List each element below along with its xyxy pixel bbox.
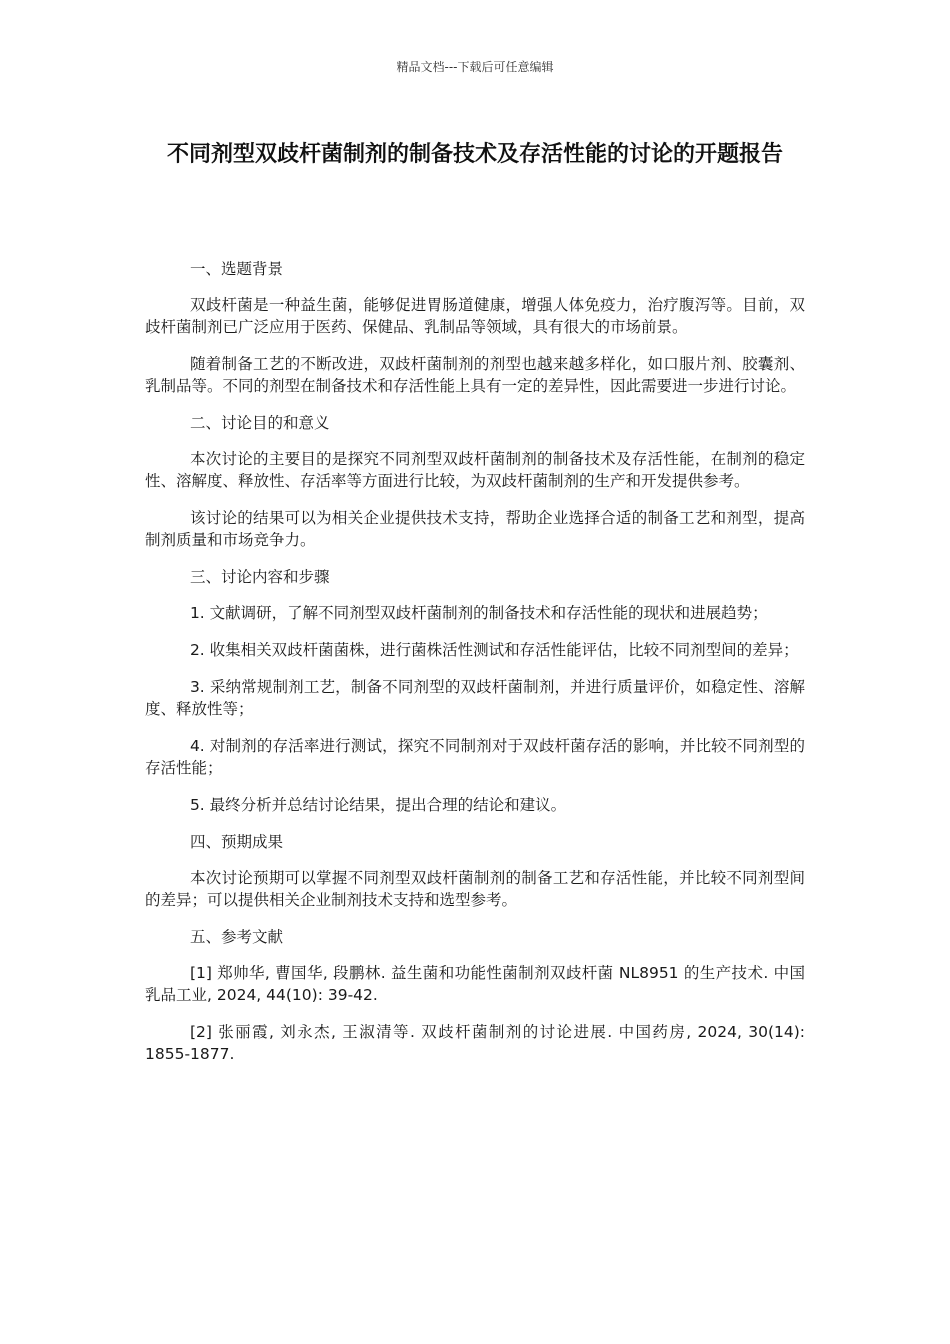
section-heading-content-steps: 三、讨论内容和步骤 [189,568,330,586]
list-item: 4. 对制剂的存活率进行测试，探究不同制剂对于双歧杆菌存活的影响，并比较不同剂型的存活性能； [145,737,805,777]
section-heading-background: 一、选题背景 [189,260,283,278]
section-heading-purpose: 二、讨论目的和意义 [189,414,330,432]
list-item: 2. 收集相关双歧杆菌菌株，进行菌株活性测试和存活性能评估，比较不同剂型间的差异； [189,641,799,659]
paragraph: 随着制备工艺的不断改进，双歧杆菌制剂的剂型也越来越多样化，如口服片剂、胶囊剂、乳制品等。不同的剂型在制备技术和存活性能上具有一定的差异性，因此需要进一步进行讨论。 [145,355,805,395]
paragraph: 本次讨论预期可以掌握不同剂型双歧杆菌制剂的制备工艺和存活性能，并比较不同剂型间的差异；可以提供相关企业制剂技术支持和选型参考。 [145,869,805,909]
reference-item: [2] 张丽霞, 刘永杰, 王淑清等. 双歧杆菌制剂的讨论进展. 中国药房, 2024, 30(14): 1855-1877. [145,1023,805,1063]
document-title: 不同剂型双歧杆菌制剂的制备技术及存活性能的讨论的开题报告 [166,142,783,167]
list-item: 5. 最终分析并总结讨论结果，提出合理的结论和建议。 [189,796,567,814]
reference-item: [1] 郑帅华, 曹国华, 段鹏林. 益生菌和功能性菌制剂双歧杆菌 NL8951 的生产技术. 中国乳品工业, 2024, 44(10): 39-42. [145,964,805,1004]
paragraph: 本次讨论的主要目的是探究不同剂型双歧杆菌制剂的制备技术及存活性能，在制剂的稳定性、溶解度、释放性、存活率等方面进行比较，为双歧杆菌制剂的生产和开发提供参考。 [145,450,805,490]
document-body [145,258,805,1080]
section-heading-references: 五、参考文献 [189,928,283,946]
list-item: 1. 文献调研，了解不同剂型双歧杆菌制剂的制备技术和存活性能的现状和进展趋势； [189,604,768,622]
list-item: 3. 采纳常规制剂工艺，制备不同剂型的双歧杆菌制剂，并进行质量评价，如稳定性、溶解度、释放性等； [145,678,805,718]
section-heading-expected-results: 四、预期成果 [189,833,283,851]
paragraph: 该讨论的结果可以为相关企业提供技术支持，帮助企业选择合适的制备工艺和剂型，提高制剂质量和市场竞争力。 [145,509,805,549]
paragraph: 双歧杆菌是一种益生菌，能够促进胃肠道健康，增强人体免疫力，治疗腹泻等。目前，双歧杆菌制剂已广泛应用于医药、保健品、乳制品等领域，具有很大的市场前景。 [145,296,805,336]
header-note: 精品文档---下载后可任意编辑 [396,60,554,74]
